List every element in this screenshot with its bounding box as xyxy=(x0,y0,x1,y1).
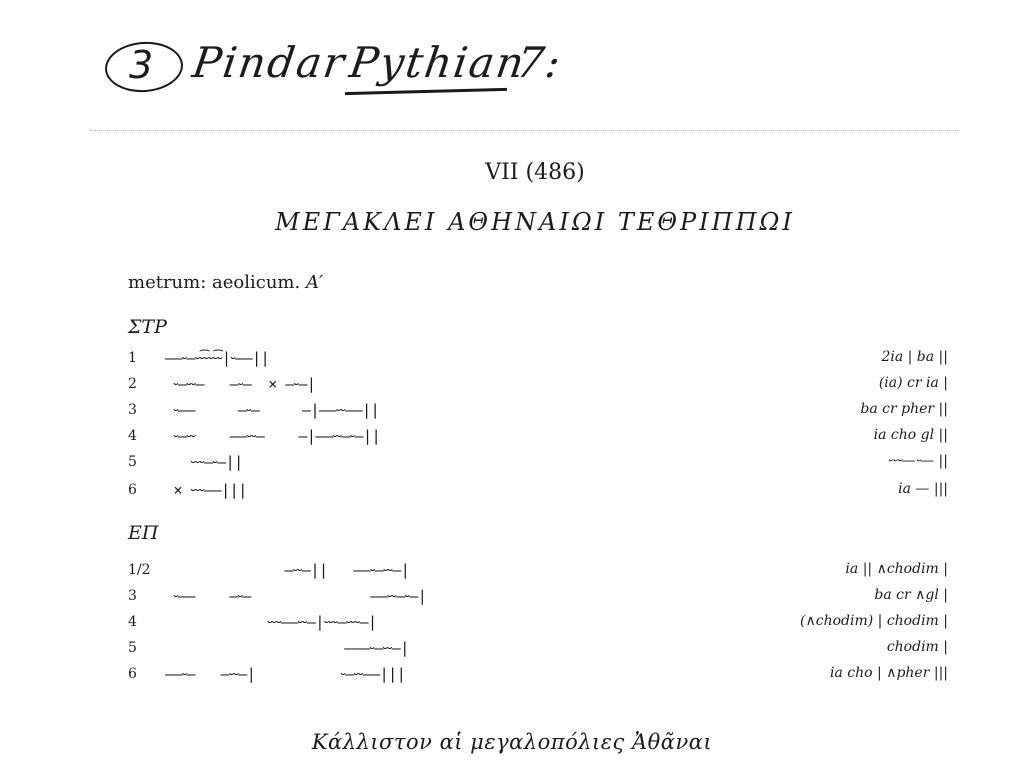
metrical-analysis: chodim | xyxy=(886,639,948,655)
line-number: 3 xyxy=(128,402,137,418)
ode-title: ΜΕΓΑΚΛΕΙ ΑΘΗΝΑΙΩΙ ΤΕΘΡΙΠΠΩΙ xyxy=(275,208,795,236)
strophe-line xyxy=(0,346,1024,372)
epode-line xyxy=(0,610,1024,636)
line-number: 6 xyxy=(128,482,137,498)
epode-line xyxy=(0,662,1024,688)
strophe-line xyxy=(0,450,1024,476)
metrical-scheme: ⏑—⏑⏑— —⏑— × —⏑—| xyxy=(165,375,316,393)
metrical-analysis: ⏑⏑⏑—⏑— || xyxy=(887,453,948,469)
metrical-analysis: ia — ||| xyxy=(898,481,948,497)
metrical-scheme: ———⏑—⏑⏑—| xyxy=(165,639,409,657)
metrical-analysis: 2ia | ba || xyxy=(881,349,948,365)
strophe-line xyxy=(0,424,1024,450)
epode-label: ΕΠ xyxy=(128,522,159,544)
epode-line xyxy=(0,636,1024,662)
metrical-analysis: ba cr pher || xyxy=(860,401,948,417)
line-number: 1 xyxy=(128,350,137,366)
strophe-line xyxy=(0,372,1024,398)
metrical-scheme: ⏑⏑⏑—⏑—|| xyxy=(165,453,243,471)
metrical-scheme: ——⏑— —⏑⏑—| ⏑—⏑⏑——||| xyxy=(165,665,406,683)
line-number: 4 xyxy=(128,614,137,630)
line-number: 5 xyxy=(128,640,137,656)
metrical-analysis: ia || ∧chodim | xyxy=(845,561,948,577)
metrical-analysis: (ia) cr ia | xyxy=(878,375,948,391)
handwritten-word-pindar: Pindar xyxy=(189,38,350,87)
metrum-label: metrum: aeolicum. xyxy=(128,272,301,293)
metrical-scheme: ⏑—⏑⏑ ——⏑⏑— —|——⏑⏑—⏑—|| xyxy=(165,427,381,445)
epode-line xyxy=(0,584,1024,610)
metrical-analysis: (∧chodim) | chodim | xyxy=(800,613,948,629)
metrum-letter: A′ xyxy=(305,272,324,293)
handwritten-word-pythian: Pythian xyxy=(346,38,529,87)
handwritten-word-seven: 7: xyxy=(513,38,566,87)
metrical-scheme: × ⏑⏑⏑——||| xyxy=(165,481,247,499)
line-number: 2 xyxy=(128,376,137,392)
handwritten-underline xyxy=(345,88,507,95)
strophe-line xyxy=(0,478,1024,504)
metrical-analysis: ba cr ∧gl | xyxy=(874,587,948,603)
line-number: 6 xyxy=(128,666,137,682)
metrical-scheme: ⏑—— —⏑— ——⏑⏑—⏑—| xyxy=(165,587,427,605)
strophe-label: ΣΤΡ xyxy=(128,316,167,338)
metrical-scheme: —⏑⏑—|| ——⏑—⏑⏑—| xyxy=(165,561,410,579)
metrum-line xyxy=(128,272,323,293)
line-number: 3 xyxy=(128,588,137,604)
line-number: 1/2 xyxy=(128,562,151,578)
metrical-scheme: ⏑⏑⏑——⏑⏑—|⏑⏑⏑—⏑⏑⏑—| xyxy=(165,613,377,631)
line-number: 5 xyxy=(128,454,137,470)
epode-line xyxy=(0,558,1024,584)
handwritten-number: 3 xyxy=(129,43,154,87)
metrical-scheme: ——⏑—⏑⏑͡⏑⏑⏑͡⏑|⏑——|| xyxy=(165,349,270,367)
ode-number: VII (486) xyxy=(485,160,585,185)
scan-dotted-rule xyxy=(90,130,960,131)
line-number: 4 xyxy=(128,428,137,444)
strophe-line xyxy=(0,398,1024,424)
metrical-scheme: ⏑—— —⏑— —|——⏑⏑——|| xyxy=(165,401,380,419)
metrical-analysis: ia cho gl || xyxy=(873,427,948,443)
metrical-analysis: ia cho | ∧pher ||| xyxy=(830,665,948,681)
poem-first-line: Κάλλιστον αἱ μεγαλοπόλιες Ἀθᾶναι xyxy=(311,730,713,754)
